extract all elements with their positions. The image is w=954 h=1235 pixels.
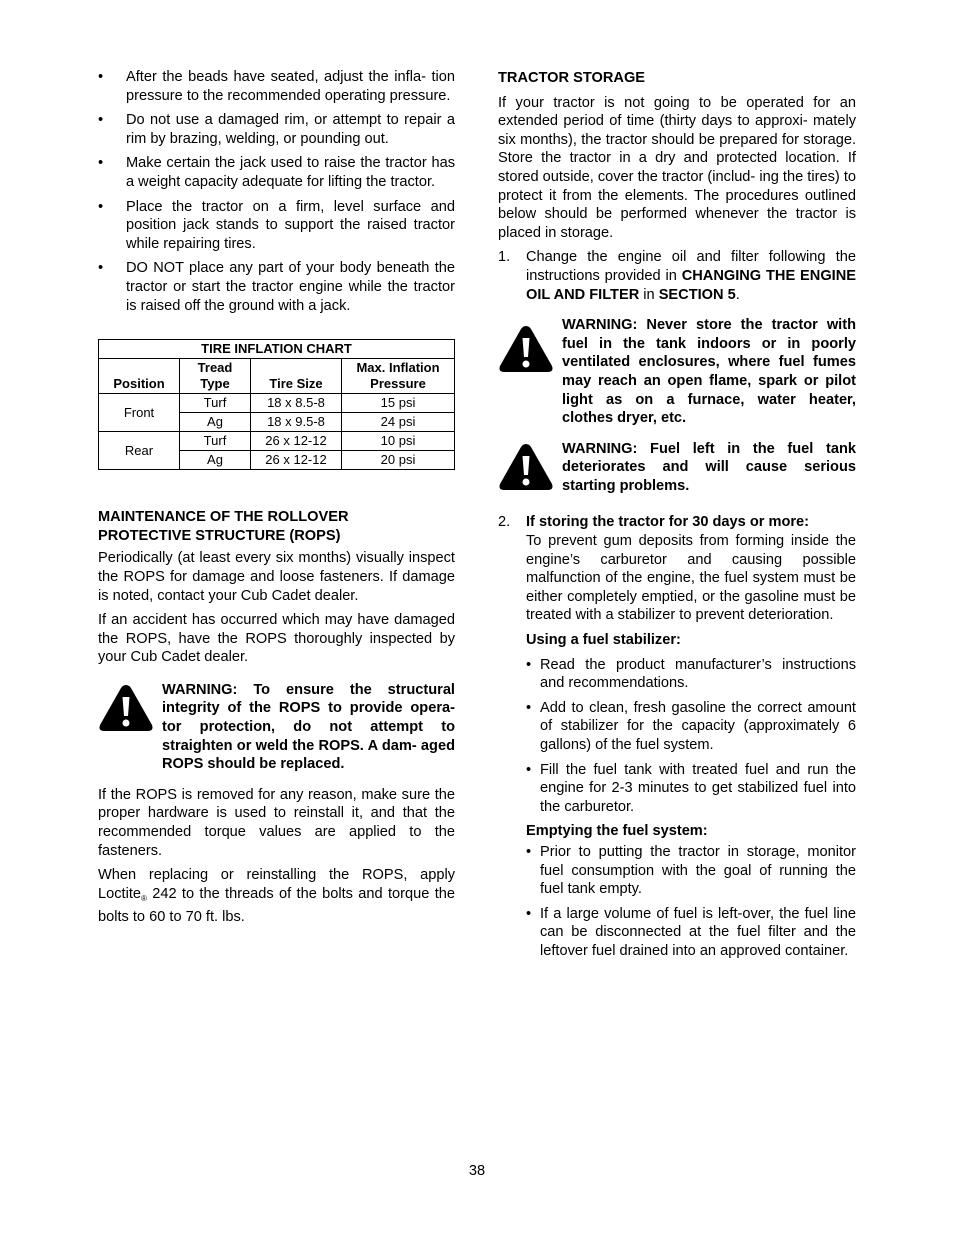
rops-paragraph: If an accident has occurred which may have damaged the ROPS, have the ROPS thoroughly inspected by your Cub Cadet dealer. bbox=[98, 612, 455, 666]
cell-tread: Turf bbox=[180, 432, 251, 451]
storage-warning: WARNING: Never store the tractor with fuel in the tank indoors or in poorly ventilated enclosures, where fuel fumes may reach an open flame, spark or pilot light as on a furnace, water heater, clothes dryer, etc. bbox=[498, 316, 856, 428]
cell-tread: Ag bbox=[180, 413, 251, 432]
rops-heading: MAINTENANCE OF THE ROLLOVER PROTECTIVE STRUCTURE (ROPS) bbox=[98, 509, 349, 544]
rops-paragraph: When replacing or reinstalling the ROPS, apply Loctite$_®$ 242 to the threads of the bolts and torque the bolts to 60 to 70 ft. lbs. bbox=[98, 867, 455, 926]
header-max-inflation: Max. Inflation Pressure bbox=[342, 359, 455, 394]
list-item: • Prior to putting the tractor in storage, monitor fuel consumption with the goal of running the fuel tank empty. bbox=[526, 843, 856, 898]
storage-heading: TRACTOR STORAGE bbox=[498, 70, 646, 86]
table-row bbox=[99, 394, 455, 413]
warning-icon bbox=[498, 324, 554, 374]
storage-intro: If your tractor is not going to be operated for an extended period of time (thirty days to approxi- mately six months), the tractor should be prepared for storage. Store the tractor in a dry and protected location. If stored outside, cover the tractor (includ- ing the tires) to protect it from the elements. The procedures outlined below should be performed whenever the tractor is placed in storage. bbox=[498, 94, 856, 241]
cell-position: Rear bbox=[99, 432, 180, 470]
table-row bbox=[99, 432, 455, 451]
rops-paragraph: If the ROPS is removed for any reason, make sure the proper hardware is used to reinstall it, and that the recommended torque values are applied to the fasteners. bbox=[98, 786, 455, 859]
rops-paragraph: Periodically (at least every six months) visually inspect the ROPS for damage and loose fasteners. If damage is noted, contact your Cub Cadet dealer. bbox=[98, 550, 455, 604]
step-1: 1. Change the engine oil and filter following the instructions provided in CHANGING THE ENGINE OIL AND FILTER in SECTION 5. bbox=[498, 249, 856, 303]
warning-icon bbox=[498, 442, 554, 492]
fuel-warning: WARNING: Fuel left in the fuel tank deteriorates and will cause serious starting problems. bbox=[498, 440, 856, 496]
bullet-text: Make certain the jack used to raise the tractor has a weight capacity adequate for lifting the tractor. bbox=[126, 155, 455, 190]
emptying-heading: Emptying the fuel system: bbox=[526, 823, 708, 840]
cell-size: 26 x 12-12 bbox=[251, 451, 342, 470]
cell-pressure: 15 psi bbox=[342, 394, 455, 413]
cell-size: 18 x 9.5-8 bbox=[251, 413, 342, 432]
cell-pressure: 20 psi bbox=[342, 451, 455, 470]
tire-inflation-chart bbox=[98, 339, 455, 470]
cell-pressure: 24 psi bbox=[342, 413, 455, 432]
cell-position: Front bbox=[99, 394, 180, 432]
rops-warning: WARNING: To ensure the structural integrity of the ROPS to provide opera- tor protection, do not attempt to straighten or weld the ROPS. A dam- aged ROPS should be replaced. bbox=[98, 681, 455, 774]
bullet-item: • DO NOT place any part of your body beneath the tractor or start the tractor engine while the tractor is raised off the ground with a jack. bbox=[98, 260, 455, 314]
cell-tread: Ag bbox=[180, 451, 251, 470]
table-title: TIRE INFLATION CHART bbox=[99, 340, 455, 359]
list-item: • Fill the fuel tank with treated fuel and run the engine for 2-3 minutes to get stabilized fuel into the carburetor. bbox=[526, 761, 856, 815]
step-2: 2. If storing the tractor for 30 days or more: To prevent gum deposits from forming inside the engine’s carburetor and causing possible malfunction of the engine, the fuel system must be either completely emptied, or the gasoline must be treated with a stabilizer to prevent deterioration. Using a fuel stabilizer: • Read the product manufacturer’s instructions and recommendations. • Add to clean, fresh gasoline the correct amount of stabilizer for the capacity (approximately 6 gallons) of the fuel system. • Fill the fuel tank with treated fuel and run the engine for 2-3 minutes to get stabilized fuel into the carburetor. Emptying the fuel system: • Prior to putting the tractor in storage, monitor fuel consumption with the goal of running the fuel tank empty. • If a large volume of fuel is left-over, the fuel line can be disconnected at the fuel filter and the leftover fuel drained into an approved container. bbox=[498, 514, 856, 959]
right-column bbox=[498, 0, 856, 961]
bullet-item: • Make certain the jack used to raise the tractor has a weight capacity adequate for lifting the tractor. bbox=[98, 155, 455, 190]
bullet-item: • Do not use a damaged rim, or attempt to repair a rim by brazing, welding, or pounding out. bbox=[98, 112, 455, 147]
header-tread-type: Tread Type bbox=[180, 359, 251, 394]
stabilizer-heading: Using a fuel stabilizer: bbox=[526, 632, 681, 649]
cell-pressure: 10 psi bbox=[342, 432, 455, 451]
header-position: Position bbox=[99, 359, 180, 394]
list-item: • If a large volume of fuel is left-over, the fuel line can be disconnected at the fuel filter and the leftover fuel drained into an approved container. bbox=[526, 905, 856, 959]
bullet-item: • Place the tractor on a firm, level surface and position jack stands to support the raised tractor while repairing tires. bbox=[98, 198, 455, 252]
bullet-text: Do not use a damaged rim, or attempt to repair a rim by brazing, welding, or pounding out. bbox=[126, 112, 455, 147]
bullet-text: After the beads have seated, adjust the infla- tion pressure to the recommended operating pressure. bbox=[126, 69, 455, 104]
header-tire-size: Tire Size bbox=[251, 359, 342, 394]
page-number: 38 bbox=[468, 1163, 486, 1179]
bullet-item: • After the beads have seated, adjust the infla- tion pressure to the recommended operating pressure. bbox=[98, 69, 455, 104]
cell-size: 18 x 8.5-8 bbox=[251, 394, 342, 413]
bullet-text: DO NOT place any part of your body beneath the tractor or start the tractor engine while the tractor is raised off the ground with a jack. bbox=[126, 260, 455, 314]
bullet-text: Place the tractor on a firm, level surface and position jack stands to support the raised tractor while repairing tires. bbox=[126, 198, 455, 252]
cell-tread: Turf bbox=[180, 394, 251, 413]
warning-icon bbox=[98, 683, 154, 733]
list-item: • Read the product manufacturer’s instructions and recommendations. bbox=[526, 656, 856, 692]
list-item: • Add to clean, fresh gasoline the correct amount of stabilizer for the capacity (approximately 6 gallons) of the fuel system. bbox=[526, 699, 856, 753]
left-column bbox=[98, 0, 455, 927]
cell-size: 26 x 12-12 bbox=[251, 432, 342, 451]
